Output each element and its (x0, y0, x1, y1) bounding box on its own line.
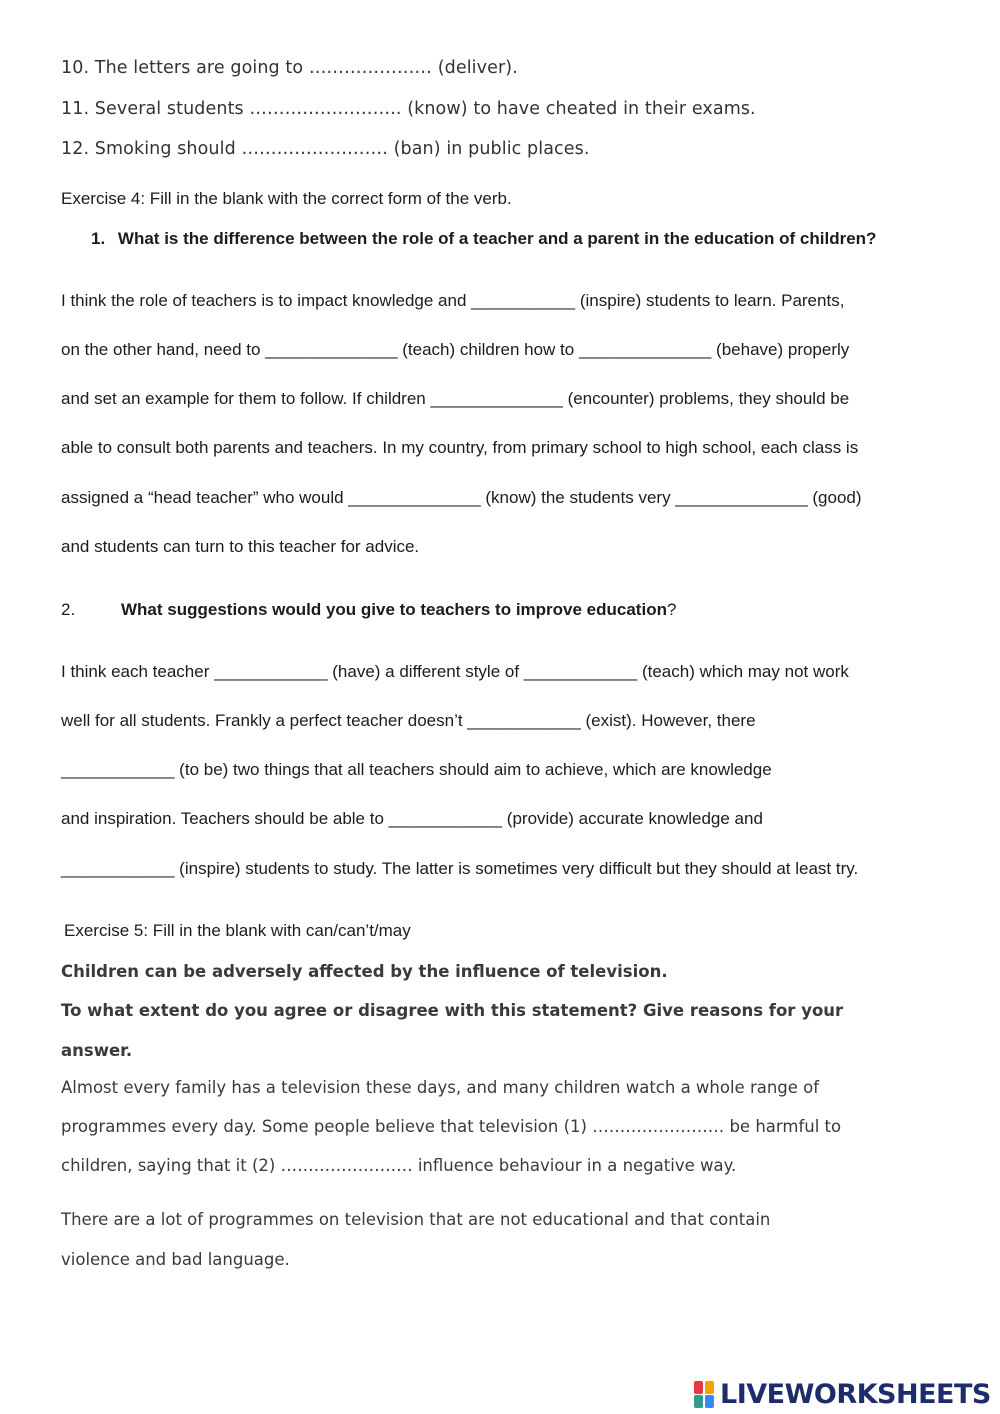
answer-line-6: and students can turn to this teacher for advice. (61, 537, 420, 556)
exercise-4-question-2 (61, 600, 75, 620)
logo-wordmark: LIVEWORKSHEETS (720, 1378, 991, 1410)
question-number: 1. (91, 229, 106, 248)
essay-para-2-line-2: violence and bad language. (61, 1250, 290, 1269)
essay-para-1-line-3: children, saying that it (2) …………………… influence behaviour in a negative way. (61, 1156, 737, 1175)
question-2-text-wrap (121, 600, 676, 620)
exercise-4-heading: Exercise 4: Fill in the blank with the correct form of the verb. (61, 189, 512, 208)
question-10: 10. The letters are going to ………………… (deliver). (61, 58, 518, 78)
exercise-4-question-1 (91, 229, 876, 249)
question-mark: ? (666, 600, 677, 619)
essay-prompt-line-3: answer. (61, 1041, 133, 1060)
answer-line-1: I think the role of teachers is to impact knowledge and ___________ (inspire) students to learn. Parents, (61, 291, 845, 310)
answer-line-11: ____________ (inspire) students to study. The latter is sometimes very difficult but they should at least try. (61, 859, 859, 878)
question-text: What is the difference between the role of a teacher and a parent in the education of children? (117, 229, 877, 248)
answer-line-3: and set an example for them to follow. If children ______________ (encounter) problems, they should be (61, 389, 850, 408)
logo-grid-icon (694, 1379, 716, 1409)
exercise-5-heading: Exercise 5: Fill in the blank with can/can’t/may (64, 921, 411, 940)
essay-para-2-line-1: There are a lot of programmes on television that are not educational and that contain (61, 1210, 771, 1229)
essay-prompt-line-2: To what extent do you agree or disagree with this statement? Give reasons for your (61, 1001, 844, 1020)
answer-line-9: ____________ (to be) two things that all teachers should aim to achieve, which are knowledge (61, 760, 772, 779)
essay-prompt-line-1: Children can be adversely affected by the influence of television. (61, 962, 668, 981)
answer-line-10: and inspiration. Teachers should be able to ____________ (provide) accurate knowledge and (61, 809, 763, 828)
liveworksheets-logo (694, 1374, 991, 1414)
answer-line-4: able to consult both parents and teachers. In my country, from primary school to high school, each class is (61, 438, 859, 457)
answer-line-7: I think each teacher ____________ (have) a different style of ____________ (teach) which may not work (61, 662, 849, 681)
question-number: 2. (61, 600, 76, 619)
answer-line-8: well for all students. Frankly a perfect teacher doesn’t ____________ (exist). However, there (61, 711, 756, 730)
answer-line-5: assigned a “head teacher” who would ______________ (know) the students very ______________ (good) (61, 488, 862, 507)
essay-para-1-line-1: Almost every family has a television these days, and many children watch a whole range of (61, 1078, 820, 1097)
essay-para-1-line-2: programmes every day. Some people believe that television (1) …………………… be harmful to (61, 1117, 842, 1136)
question-12: 12. Smoking should ……………………. (ban) in public places. (61, 139, 590, 159)
answer-line-2: on the other hand, need to ______________ (teach) children how to ______________ (behave) properly (61, 340, 850, 359)
question-text: What suggestions would you give to teachers to improve education (121, 600, 667, 619)
question-11: 11. Several students …………………….. (know) to have cheated in their exams. (61, 99, 756, 119)
